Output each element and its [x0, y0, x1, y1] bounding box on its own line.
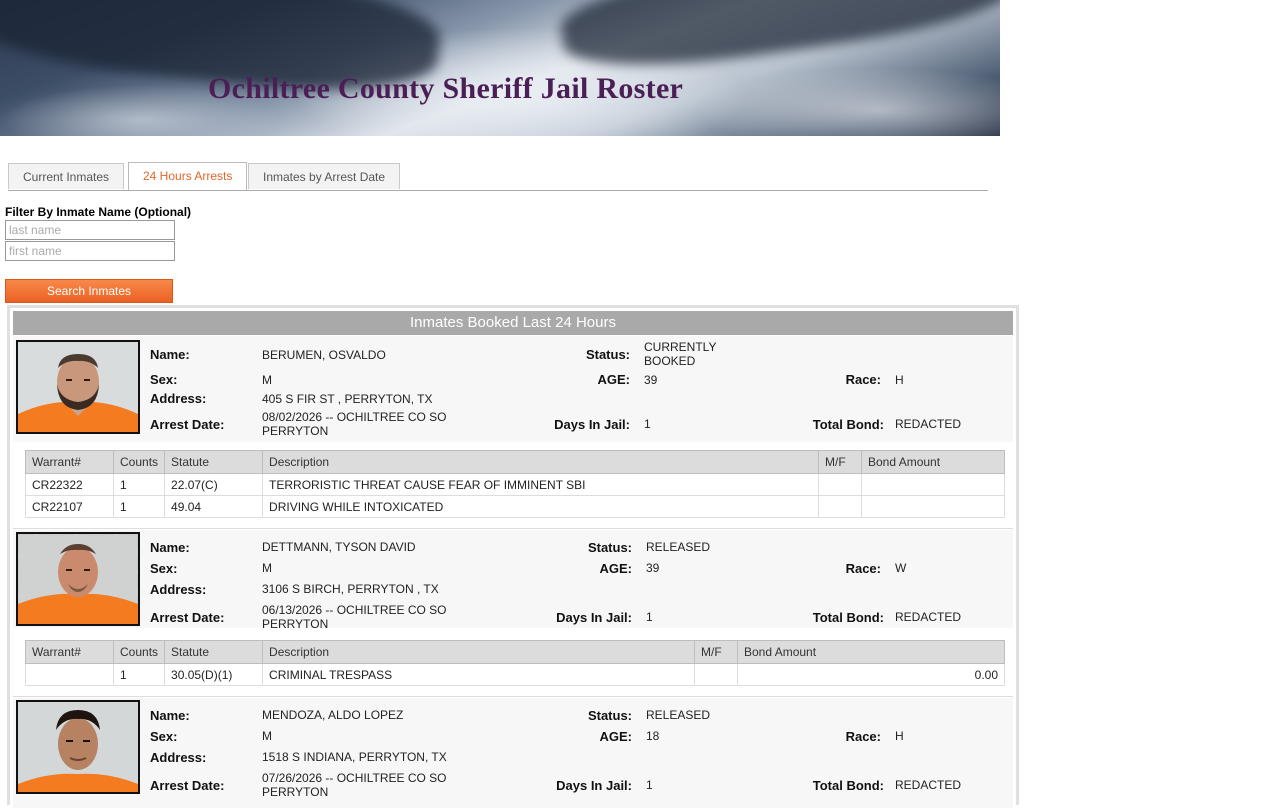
inmate-sex: M: [262, 561, 272, 575]
total-bond-label: Total Bond:: [812, 610, 884, 625]
inmate-address: 3106 S BIRCH, PERRYTON , TX: [262, 582, 439, 596]
charges-header-row: [26, 641, 1005, 664]
description-header: Description: [263, 641, 695, 664]
charge-counts: 1: [114, 474, 165, 496]
description-header: Description: [263, 451, 819, 474]
race-label: Race:: [845, 729, 881, 744]
charge-bond-amount: 0.00: [738, 664, 1005, 686]
bond-amount-header: Bond Amount: [862, 451, 1005, 474]
warrant-header: Warrant#: [26, 451, 114, 474]
age-label: AGE:: [599, 729, 632, 744]
banner-shadow: [556, 0, 1000, 82]
inmate-days-in-jail: 1: [646, 778, 653, 792]
warrant-number: CR22107: [26, 496, 114, 518]
charge-counts: 1: [114, 496, 165, 518]
charge-bond-amount: [862, 474, 1005, 496]
inmate-race: H: [895, 729, 904, 743]
record-divider: [13, 696, 1013, 697]
charge-row: [26, 664, 1005, 686]
inmate-arrest-date: 08/02/2026 -- OCHILTREE CO SO PERRYTON: [262, 410, 447, 438]
charge-row: [26, 474, 1005, 496]
inmate-status: RELEASED: [646, 540, 711, 554]
race-label: Race:: [845, 561, 881, 576]
charges-table: [25, 450, 1005, 518]
charge-statute: 49.04: [165, 496, 263, 518]
tab-inmates-by-arrest-date[interactable]: Inmates by Arrest Date: [248, 163, 400, 189]
charge-description: CRIMINAL TRESPASS: [263, 664, 695, 686]
warrant-number: CR22322: [26, 474, 114, 496]
charge-description: DRIVING WHILE INTOXICATED: [263, 496, 819, 518]
inmate-sex: M: [262, 729, 272, 743]
age-label: AGE:: [599, 561, 632, 576]
inmate-record: [13, 336, 1013, 442]
race-label: Race:: [845, 372, 881, 387]
panel-heading: Inmates Booked Last 24 Hours: [13, 311, 1013, 335]
last-name-input[interactable]: [5, 220, 175, 240]
inmate-record: [13, 530, 1013, 631]
charge-mf: [695, 664, 738, 686]
status-label: Status:: [587, 540, 632, 555]
mugshot-photo: [16, 340, 140, 434]
inmate-days-in-jail: 1: [646, 610, 653, 624]
charge-mf: [819, 496, 862, 518]
inmate-name: BERUMEN, OSVALDO: [262, 348, 386, 362]
inmate-status: CURRENTLY BOOKED: [644, 340, 717, 368]
sex-label: Sex:: [150, 372, 178, 387]
charges-table: [25, 640, 1005, 686]
address-label: Address:: [150, 582, 207, 597]
age-label: AGE:: [597, 372, 630, 387]
name-label: Name:: [150, 347, 190, 362]
address-label: Address:: [150, 391, 207, 406]
charge-counts: 1: [114, 664, 165, 686]
inmate-status: RELEASED: [646, 708, 711, 722]
page-title: Ochiltree County Sheriff Jail Roster: [208, 72, 684, 105]
inmate-arrest-date: 06/13/2026 -- OCHILTREE CO SO PERRYTON: [262, 603, 447, 631]
total-bond-label: Total Bond:: [812, 417, 884, 432]
first-name-input[interactable]: [5, 241, 175, 261]
filter-label: Filter By Inmate Name (Optional): [5, 205, 192, 219]
inmate-days-in-jail: 1: [644, 417, 651, 431]
inmate-name: DETTMANN, TYSON DAVID: [262, 540, 416, 554]
inmate-name: MENDOZA, ALDO LOPEZ: [262, 708, 404, 722]
tab-24-hours-arrests[interactable]: 24 Hours Arrests: [128, 162, 247, 190]
name-label: Name:: [150, 708, 190, 723]
mugshot-photo: [16, 532, 140, 626]
days-in-jail-label: Days In Jail:: [556, 610, 632, 625]
charge-description: TERRORISTIC THREAT CAUSE FEAR OF IMMINENT SBI: [263, 474, 819, 496]
inmate-arrest-date: 07/26/2026 -- OCHILTREE CO SO PERRYTON: [262, 771, 447, 799]
charge-bond-amount: [862, 496, 1005, 518]
charge-mf: [819, 474, 862, 496]
bond-amount-header: Bond Amount: [738, 641, 1005, 664]
record-divider: [13, 528, 1013, 529]
inmate-race: H: [895, 373, 904, 387]
counts-header: Counts: [114, 451, 165, 474]
days-in-jail-label: Days In Jail:: [556, 778, 632, 793]
inmate-address: 405 S FIR ST , PERRYTON, TX: [262, 392, 433, 406]
statute-header: Statute: [165, 641, 263, 664]
inmate-total-bond: REDACTED: [895, 778, 962, 792]
search-inmates-button[interactable]: Search Inmates: [5, 279, 173, 303]
inmate-total-bond: REDACTED: [895, 610, 962, 624]
mf-header: M/F: [819, 451, 862, 474]
days-in-jail-label: Days In Jail:: [554, 417, 630, 432]
mf-header: M/F: [695, 641, 738, 664]
address-label: Address:: [150, 750, 207, 765]
warrant-number: [26, 664, 114, 686]
arrest-date-label: Arrest Date:: [150, 417, 225, 432]
status-label: Status:: [587, 708, 632, 723]
results-panel: [7, 305, 1019, 805]
tab-current-inmates[interactable]: Current Inmates: [8, 163, 124, 189]
inmate-address: 1518 S INDIANA, PERRYTON, TX: [262, 750, 447, 764]
inmate-age: 39: [644, 373, 658, 387]
arrest-date-label: Arrest Date:: [150, 610, 225, 625]
total-bond-label: Total Bond:: [812, 778, 884, 793]
inmate-age: 39: [646, 561, 660, 575]
statute-header: Statute: [165, 451, 263, 474]
counts-header: Counts: [114, 641, 165, 664]
arrest-date-label: Arrest Date:: [150, 778, 225, 793]
inmate-race: W: [895, 561, 907, 575]
status-label: Status:: [585, 347, 630, 362]
mugshot-photo: [16, 700, 140, 794]
charge-statute: 22.07(C): [165, 474, 263, 496]
sex-label: Sex:: [150, 729, 178, 744]
tab-bar: [8, 163, 988, 191]
name-label: Name:: [150, 540, 190, 555]
inmate-total-bond: REDACTED: [895, 417, 962, 431]
warrant-header: Warrant#: [26, 641, 114, 664]
inmate-age: 18: [646, 729, 660, 743]
inmate-record: [13, 698, 1013, 808]
header-banner: [0, 0, 1000, 136]
sex-label: Sex:: [150, 561, 178, 576]
charge-row: [26, 496, 1005, 518]
charges-header-row: [26, 451, 1005, 474]
charge-statute: 30.05(D)(1): [165, 664, 263, 686]
inmate-sex: M: [262, 373, 272, 387]
